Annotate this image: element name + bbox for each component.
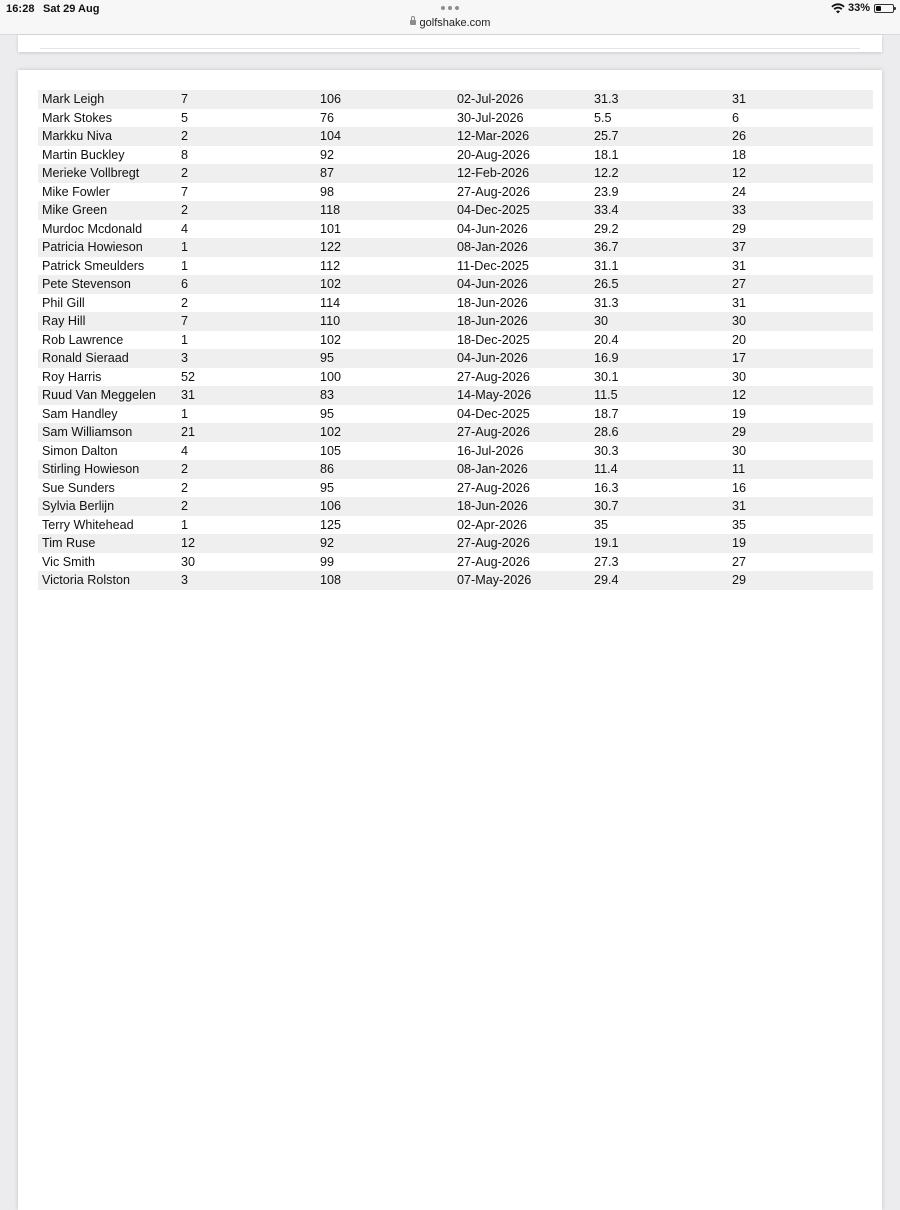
player-name-cell: Ronald Sieraad bbox=[38, 349, 177, 368]
playing-handicap-cell: 30 bbox=[728, 442, 873, 461]
date-cell: 04-Jun-2026 bbox=[453, 275, 590, 294]
battery-percent: 33% bbox=[847, 2, 870, 14]
table-row bbox=[38, 183, 873, 202]
players-table bbox=[38, 90, 873, 590]
rounds-cell: 12 bbox=[177, 534, 316, 553]
playing-handicap-cell: 31 bbox=[728, 90, 873, 109]
table-row bbox=[38, 90, 873, 109]
date-cell: 30-Jul-2026 bbox=[453, 109, 590, 128]
rounds-cell: 2 bbox=[177, 479, 316, 498]
player-name-cell: Tim Ruse bbox=[38, 534, 177, 553]
address-bar[interactable] bbox=[0, 17, 900, 29]
playing-handicap-cell: 19 bbox=[728, 405, 873, 424]
playing-handicap-cell: 30 bbox=[728, 312, 873, 331]
rounds-cell: 1 bbox=[177, 405, 316, 424]
playing-handicap-cell: 37 bbox=[728, 238, 873, 257]
status-time: 16:28 bbox=[6, 3, 35, 15]
rounds-cell: 31 bbox=[177, 386, 316, 405]
date-cell: 04-Jun-2026 bbox=[453, 349, 590, 368]
table-row bbox=[38, 571, 873, 590]
date-cell: 04-Jun-2026 bbox=[453, 220, 590, 239]
date-cell: 07-May-2026 bbox=[453, 571, 590, 590]
table-row bbox=[38, 442, 873, 461]
rounds-cell: 1 bbox=[177, 238, 316, 257]
playing-handicap-cell: 29 bbox=[728, 220, 873, 239]
player-name-cell: Sue Sunders bbox=[38, 479, 177, 498]
handicap-cell: 30.1 bbox=[590, 368, 728, 387]
playing-handicap-cell: 26 bbox=[728, 127, 873, 146]
date-cell: 27-Aug-2026 bbox=[453, 368, 590, 387]
score-cell: 87 bbox=[316, 164, 453, 183]
date-cell: 27-Aug-2026 bbox=[453, 479, 590, 498]
url-text[interactable]: golfshake.com bbox=[419, 17, 491, 29]
player-name-cell: Simon Dalton bbox=[38, 442, 177, 461]
date-cell: 27-Aug-2026 bbox=[453, 553, 590, 572]
rounds-cell: 3 bbox=[177, 349, 316, 368]
player-name-cell: Terry Whitehead bbox=[38, 516, 177, 535]
score-cell: 122 bbox=[316, 238, 453, 257]
divider bbox=[40, 48, 860, 49]
playing-handicap-cell: 29 bbox=[728, 571, 873, 590]
table-row bbox=[38, 497, 873, 516]
top-card bbox=[18, 35, 882, 52]
date-cell: 08-Jan-2026 bbox=[453, 460, 590, 479]
handicap-cell: 28.6 bbox=[590, 423, 728, 442]
rounds-cell: 30 bbox=[177, 553, 316, 572]
rounds-cell: 21 bbox=[177, 423, 316, 442]
status-indicators bbox=[831, 2, 894, 14]
rounds-cell: 7 bbox=[177, 312, 316, 331]
score-cell: 110 bbox=[316, 312, 453, 331]
handicap-cell: 5.5 bbox=[590, 109, 728, 128]
table-row bbox=[38, 127, 873, 146]
handicap-cell: 31.1 bbox=[590, 257, 728, 276]
date-cell: 11-Dec-2025 bbox=[453, 257, 590, 276]
handicap-cell: 30.7 bbox=[590, 497, 728, 516]
results-card bbox=[18, 70, 882, 1210]
handicap-cell: 18.1 bbox=[590, 146, 728, 165]
score-cell: 108 bbox=[316, 571, 453, 590]
playing-handicap-cell: 19 bbox=[728, 534, 873, 553]
rounds-cell: 2 bbox=[177, 164, 316, 183]
rounds-cell: 2 bbox=[177, 294, 316, 313]
player-name-cell: Stirling Howieson bbox=[38, 460, 177, 479]
date-cell: 02-Jul-2026 bbox=[453, 90, 590, 109]
handicap-cell: 12.2 bbox=[590, 164, 728, 183]
player-name-cell: Mike Green bbox=[38, 201, 177, 220]
table-row bbox=[38, 405, 873, 424]
table-row bbox=[38, 423, 873, 442]
player-name-cell: Martin Buckley bbox=[38, 146, 177, 165]
handicap-cell: 16.9 bbox=[590, 349, 728, 368]
handicap-cell: 31.3 bbox=[590, 90, 728, 109]
score-cell: 100 bbox=[316, 368, 453, 387]
player-name-cell: Mark Leigh bbox=[38, 90, 177, 109]
playing-handicap-cell: 31 bbox=[728, 294, 873, 313]
date-cell: 18-Jun-2026 bbox=[453, 497, 590, 516]
score-cell: 125 bbox=[316, 516, 453, 535]
date-cell: 18-Dec-2025 bbox=[453, 331, 590, 350]
score-cell: 102 bbox=[316, 423, 453, 442]
score-cell: 92 bbox=[316, 146, 453, 165]
score-cell: 98 bbox=[316, 183, 453, 202]
player-name-cell: Markku Niva bbox=[38, 127, 177, 146]
playing-handicap-cell: 11 bbox=[728, 460, 873, 479]
playing-handicap-cell: 20 bbox=[728, 331, 873, 350]
date-cell: 04-Dec-2025 bbox=[453, 201, 590, 220]
rounds-cell: 7 bbox=[177, 90, 316, 109]
rounds-cell: 2 bbox=[177, 460, 316, 479]
rounds-cell: 4 bbox=[177, 442, 316, 461]
playing-handicap-cell: 16 bbox=[728, 479, 873, 498]
date-cell: 04-Dec-2025 bbox=[453, 405, 590, 424]
table-row bbox=[38, 312, 873, 331]
handicap-cell: 36.7 bbox=[590, 238, 728, 257]
player-name-cell: Ruud Van Meggelen bbox=[38, 386, 177, 405]
date-cell: 27-Aug-2026 bbox=[453, 423, 590, 442]
playing-handicap-cell: 27 bbox=[728, 275, 873, 294]
score-cell: 92 bbox=[316, 534, 453, 553]
score-cell: 86 bbox=[316, 460, 453, 479]
date-cell: 20-Aug-2026 bbox=[453, 146, 590, 165]
playing-handicap-cell: 12 bbox=[728, 164, 873, 183]
playing-handicap-cell: 30 bbox=[728, 368, 873, 387]
playing-handicap-cell: 24 bbox=[728, 183, 873, 202]
players-table-body bbox=[38, 90, 873, 590]
playing-handicap-cell: 33 bbox=[728, 201, 873, 220]
handicap-cell: 27.3 bbox=[590, 553, 728, 572]
battery-fill bbox=[876, 6, 881, 11]
player-name-cell: Patricia Howieson bbox=[38, 238, 177, 257]
playing-handicap-cell: 31 bbox=[728, 497, 873, 516]
date-cell: 14-May-2026 bbox=[453, 386, 590, 405]
rounds-cell: 1 bbox=[177, 257, 316, 276]
lock-icon bbox=[410, 20, 416, 25]
rounds-cell: 7 bbox=[177, 183, 316, 202]
table-row bbox=[38, 349, 873, 368]
handicap-cell: 20.4 bbox=[590, 331, 728, 350]
player-name-cell: Sam Williamson bbox=[38, 423, 177, 442]
player-name-cell: Sylvia Berlijn bbox=[38, 497, 177, 516]
table-row bbox=[38, 238, 873, 257]
player-name-cell: Vic Smith bbox=[38, 553, 177, 572]
table-row bbox=[38, 386, 873, 405]
player-name-cell: Pete Stevenson bbox=[38, 275, 177, 294]
playing-handicap-cell: 27 bbox=[728, 553, 873, 572]
table-row bbox=[38, 164, 873, 183]
table-row bbox=[38, 146, 873, 165]
date-cell: 27-Aug-2026 bbox=[453, 534, 590, 553]
status-date: Sat 29 Aug bbox=[43, 3, 100, 15]
date-cell: 16-Jul-2026 bbox=[453, 442, 590, 461]
player-name-cell: Murdoc Mcdonald bbox=[38, 220, 177, 239]
table-row bbox=[38, 294, 873, 313]
score-cell: 95 bbox=[316, 405, 453, 424]
player-name-cell: Roy Harris bbox=[38, 368, 177, 387]
date-cell: 08-Jan-2026 bbox=[453, 238, 590, 257]
handicap-cell: 16.3 bbox=[590, 479, 728, 498]
table-row bbox=[38, 553, 873, 572]
handicap-cell: 25.7 bbox=[590, 127, 728, 146]
player-name-cell: Ray Hill bbox=[38, 312, 177, 331]
playing-handicap-cell: 18 bbox=[728, 146, 873, 165]
player-name-cell: Sam Handley bbox=[38, 405, 177, 424]
score-cell: 106 bbox=[316, 90, 453, 109]
date-cell: 02-Apr-2026 bbox=[453, 516, 590, 535]
rounds-cell: 8 bbox=[177, 146, 316, 165]
date-cell: 12-Feb-2026 bbox=[453, 164, 590, 183]
table-row bbox=[38, 257, 873, 276]
score-cell: 104 bbox=[316, 127, 453, 146]
table-row bbox=[38, 516, 873, 535]
table-row bbox=[38, 109, 873, 128]
date-cell: 18-Jun-2026 bbox=[453, 312, 590, 331]
score-cell: 83 bbox=[316, 386, 453, 405]
player-name-cell: Phil Gill bbox=[38, 294, 177, 313]
player-name-cell: Victoria Rolston bbox=[38, 571, 177, 590]
handicap-cell: 26.5 bbox=[590, 275, 728, 294]
player-name-cell: Merieke Vollbregt bbox=[38, 164, 177, 183]
rounds-cell: 1 bbox=[177, 516, 316, 535]
handicap-cell: 18.7 bbox=[590, 405, 728, 424]
handicap-cell: 35 bbox=[590, 516, 728, 535]
handicap-cell: 29.4 bbox=[590, 571, 728, 590]
table-row bbox=[38, 534, 873, 553]
score-cell: 112 bbox=[316, 257, 453, 276]
handicap-cell: 33.4 bbox=[590, 201, 728, 220]
score-cell: 102 bbox=[316, 331, 453, 350]
table-row bbox=[38, 331, 873, 350]
playing-handicap-cell: 29 bbox=[728, 423, 873, 442]
score-cell: 101 bbox=[316, 220, 453, 239]
score-cell: 114 bbox=[316, 294, 453, 313]
score-cell: 95 bbox=[316, 479, 453, 498]
table-row bbox=[38, 201, 873, 220]
player-name-cell: Rob Lawrence bbox=[38, 331, 177, 350]
handicap-cell: 29.2 bbox=[590, 220, 728, 239]
handicap-cell: 11.4 bbox=[590, 460, 728, 479]
rounds-cell: 52 bbox=[177, 368, 316, 387]
score-cell: 105 bbox=[316, 442, 453, 461]
table-row bbox=[38, 460, 873, 479]
score-cell: 95 bbox=[316, 349, 453, 368]
score-cell: 99 bbox=[316, 553, 453, 572]
handicap-cell: 23.9 bbox=[590, 183, 728, 202]
more-dots-icon[interactable] bbox=[441, 6, 459, 10]
table-row bbox=[38, 220, 873, 239]
date-cell: 18-Jun-2026 bbox=[453, 294, 590, 313]
status-bar bbox=[0, 0, 900, 35]
handicap-cell: 30 bbox=[590, 312, 728, 331]
rounds-cell: 2 bbox=[177, 201, 316, 220]
playing-handicap-cell: 12 bbox=[728, 386, 873, 405]
table-row bbox=[38, 368, 873, 387]
score-cell: 118 bbox=[316, 201, 453, 220]
date-cell: 12-Mar-2026 bbox=[453, 127, 590, 146]
playing-handicap-cell: 35 bbox=[728, 516, 873, 535]
score-cell: 76 bbox=[316, 109, 453, 128]
player-name-cell: Mike Fowler bbox=[38, 183, 177, 202]
rounds-cell: 2 bbox=[177, 127, 316, 146]
battery-icon bbox=[874, 4, 894, 13]
handicap-cell: 11.5 bbox=[590, 386, 728, 405]
rounds-cell: 3 bbox=[177, 571, 316, 590]
table-row bbox=[38, 479, 873, 498]
rounds-cell: 1 bbox=[177, 331, 316, 350]
table-row bbox=[38, 275, 873, 294]
handicap-cell: 31.3 bbox=[590, 294, 728, 313]
rounds-cell: 5 bbox=[177, 109, 316, 128]
date-cell: 27-Aug-2026 bbox=[453, 183, 590, 202]
handicap-cell: 19.1 bbox=[590, 534, 728, 553]
player-name-cell: Patrick Smeulders bbox=[38, 257, 177, 276]
playing-handicap-cell: 6 bbox=[728, 109, 873, 128]
score-cell: 102 bbox=[316, 275, 453, 294]
rounds-cell: 2 bbox=[177, 497, 316, 516]
rounds-cell: 4 bbox=[177, 220, 316, 239]
rounds-cell: 6 bbox=[177, 275, 316, 294]
playing-handicap-cell: 31 bbox=[728, 257, 873, 276]
player-name-cell: Mark Stokes bbox=[38, 109, 177, 128]
score-cell: 106 bbox=[316, 497, 453, 516]
wifi-icon bbox=[831, 3, 845, 14]
playing-handicap-cell: 17 bbox=[728, 349, 873, 368]
handicap-cell: 30.3 bbox=[590, 442, 728, 461]
